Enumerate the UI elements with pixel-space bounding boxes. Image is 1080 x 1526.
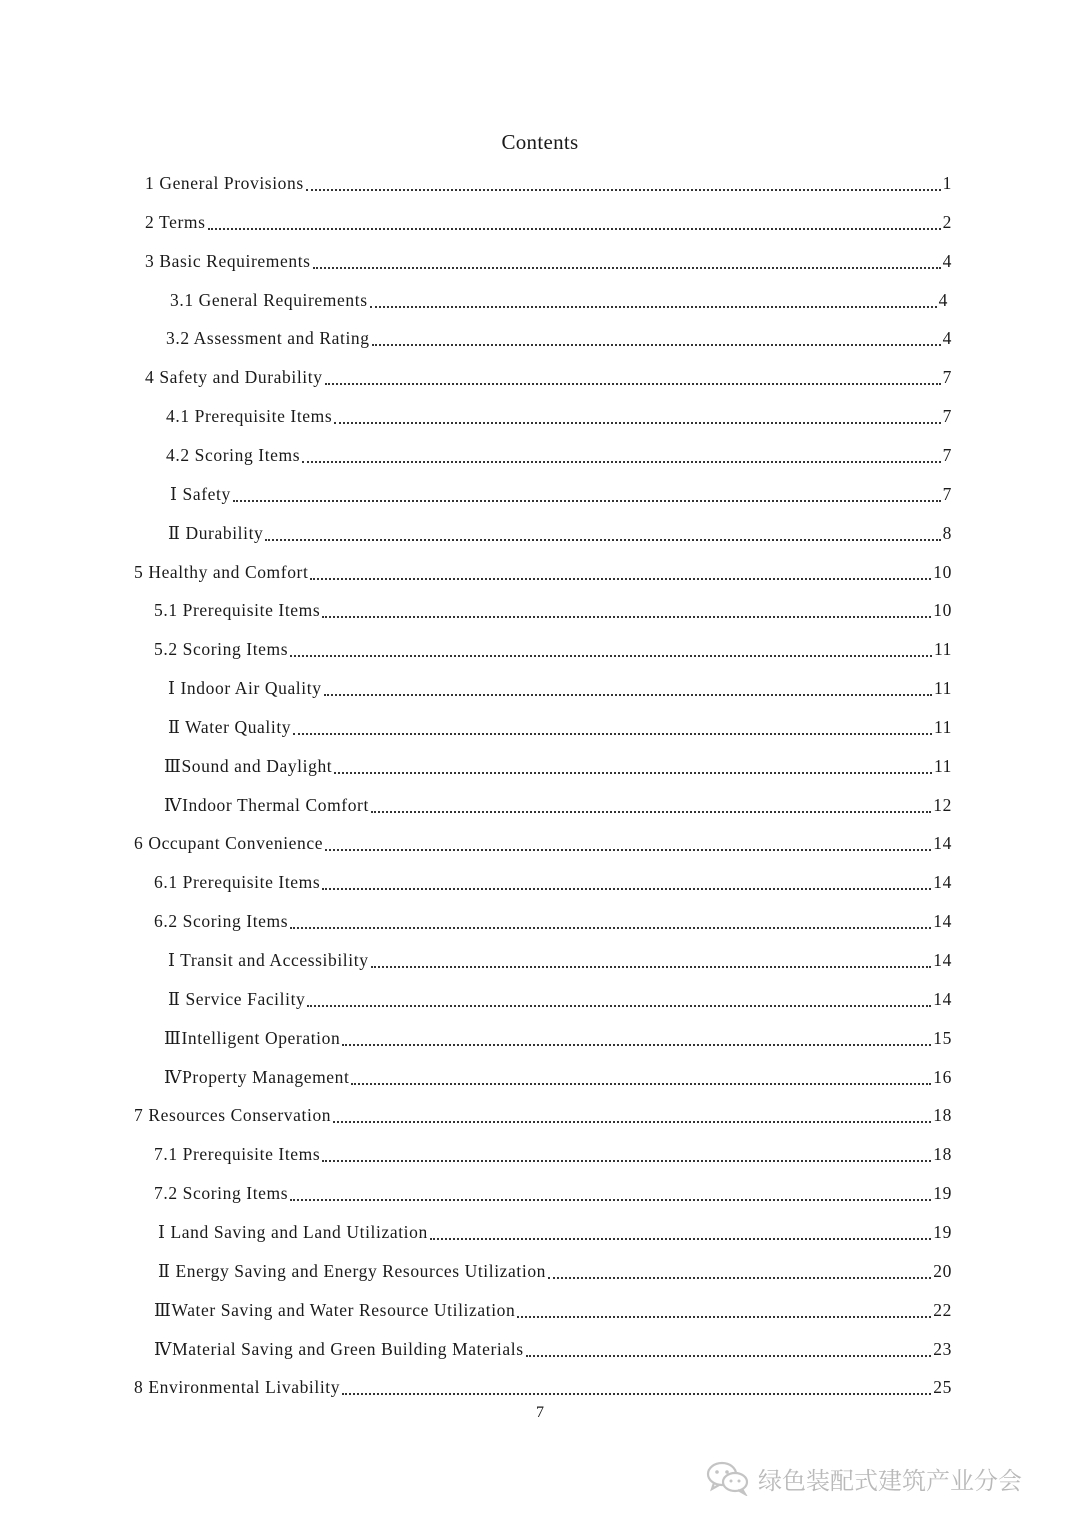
wechat-icon (706, 1460, 750, 1496)
toc-entry (154, 906, 952, 932)
toc-leader-dots (342, 1373, 931, 1395)
toc-entry-label: Ⅱ Durability (168, 522, 264, 543)
toc-leader-dots (372, 324, 941, 346)
toc-entry (168, 673, 952, 699)
toc-entry-page: 14 (933, 950, 952, 970)
toc-entry-page: 14 (933, 833, 952, 854)
toc-leader-dots (371, 791, 931, 813)
toc-entry (154, 1334, 952, 1360)
toc-entry-label: Ⅱ Service Facility (168, 988, 306, 1009)
toc-entry-page: 14 (933, 911, 952, 932)
toc-leader-dots (302, 441, 940, 463)
toc-leader-dots (307, 985, 931, 1007)
toc-leader-dots (322, 596, 931, 618)
toc-entry-page: 22 (933, 1299, 952, 1320)
toc-entry (170, 285, 948, 311)
toc-entry (154, 867, 952, 893)
toc-entry-page: 4 (942, 250, 952, 271)
toc-entry-page: 25 (933, 1377, 952, 1398)
toc-entry-page: 23 (933, 1338, 952, 1359)
toc-entry-label: 7.2 Scoring Items (154, 1183, 289, 1204)
toc-leader-dots (371, 946, 932, 968)
toc-leader-dots (306, 169, 941, 191)
toc-entry-page: 10 (933, 561, 952, 582)
toc-leader-dots (370, 286, 937, 308)
toc-entry (134, 828, 952, 854)
toc-entry-page: 11 (933, 639, 952, 660)
toc-entry (164, 790, 952, 816)
toc-entry-label: 4.1 Prerequisite Items (166, 406, 333, 427)
toc-entry-label: ⅢSound and Daylight (164, 755, 333, 776)
toc-leader-dots (290, 635, 932, 657)
toc-entry-page: 19 (933, 1183, 952, 1204)
toc-leader-dots (324, 674, 932, 696)
toc-leader-dots (325, 829, 931, 851)
toc-entry-page: 7 (942, 406, 952, 427)
toc-entry-label: 7.1 Prerequisite Items (154, 1144, 321, 1165)
toc-entry-page: 7 (942, 483, 952, 504)
toc-entry-page: 18 (933, 1105, 952, 1126)
toc-leader-dots (310, 558, 931, 580)
toc-entry-label: Ⅰ Safety (170, 483, 231, 504)
toc-leader-dots (313, 247, 941, 269)
toc-entry-label: 1 General Provisions (145, 173, 304, 193)
toc-leader-dots (334, 402, 940, 424)
toc-entry-label: Ⅰ Transit and Accessibility (168, 950, 369, 970)
toc-entry (168, 712, 952, 738)
toc-entry-label: Ⅱ Energy Saving and Energy Resources Utilization (158, 1260, 547, 1281)
toc-leader-dots (342, 1024, 931, 1046)
toc-entry-page: 15 (933, 1027, 952, 1048)
toc-leader-dots (351, 1063, 931, 1085)
watermark (706, 1458, 1022, 1498)
toc-leader-dots (293, 713, 932, 735)
toc-entry (168, 945, 952, 971)
toc-leader-dots (233, 480, 941, 502)
toc-entry-label: 6.2 Scoring Items (154, 911, 289, 932)
toc-entry (166, 323, 952, 349)
toc-entry-label: Ⅰ Land Saving and Land Utilization (158, 1221, 428, 1242)
toc-entry-page: 4 (938, 289, 948, 310)
toc-entry-label: 5 Healthy and Comfort (134, 561, 309, 582)
toc-entry-page: 11 (933, 755, 952, 776)
toc-entry-page: 16 (933, 1066, 952, 1087)
toc-entry (168, 518, 952, 544)
toc-entry-label: 4.2 Scoring Items (166, 444, 301, 465)
toc-entry-label: 7 Resources Conservation (134, 1105, 332, 1126)
toc-entry (158, 1256, 952, 1282)
toc-entry-page: 2 (942, 211, 952, 232)
toc-entry-page: 20 (933, 1260, 952, 1281)
page-title: Contents (501, 130, 579, 154)
toc-entry-page: 10 (933, 600, 952, 621)
toc-entry-page: 19 (933, 1221, 952, 1242)
toc-entry (166, 440, 952, 466)
toc-entry (134, 1372, 952, 1398)
toc-entry-label: 4 Safety and Durability (145, 367, 323, 388)
toc-entry-label: 2 Terms (145, 211, 206, 232)
toc-leader-dots (526, 1335, 932, 1357)
toc-entry-label: 5.2 Scoring Items (154, 639, 289, 660)
toc-entry-page: 11 (933, 678, 952, 699)
toc-entry-page: 7 (942, 367, 952, 388)
toc-entry (145, 362, 952, 388)
toc-leader-dots (290, 907, 931, 929)
toc-entry-label: 3.2 Assessment and Rating (166, 328, 370, 349)
toc-entry-label: ⅣIndoor Thermal Comfort (164, 794, 369, 815)
toc-entry (145, 168, 952, 194)
toc-entry (154, 595, 952, 621)
watermark-text: 绿色装配式建筑产业分会 (758, 1466, 1022, 1495)
toc-entry-label: ⅢIntelligent Operation (164, 1027, 341, 1048)
toc-entry-label: 8 Environmental Livability (134, 1377, 341, 1398)
toc-leader-dots (208, 208, 941, 230)
toc-entry-label: 6.1 Prerequisite Items (154, 872, 321, 893)
toc-entry-label: 3 Basic Requirements (145, 250, 311, 271)
toc-entry (134, 1100, 952, 1126)
page-number: 7 (536, 1404, 544, 1421)
toc-entry-page: 7 (942, 444, 952, 465)
toc-entry (166, 401, 952, 427)
toc-entry-label: 6 Occupant Convenience (134, 833, 324, 854)
toc-entry-page: 18 (933, 1144, 952, 1165)
toc-entry (154, 1295, 952, 1321)
toc-leader-dots (430, 1218, 931, 1240)
toc-entry (145, 207, 952, 233)
toc-entry (164, 1023, 952, 1049)
toc-entry-label: ⅣProperty Management (164, 1066, 350, 1087)
toc-leader-dots (265, 519, 940, 541)
toc-entry (154, 634, 952, 660)
toc-entry-page: 8 (942, 522, 952, 543)
toc-entry-page: 4 (942, 328, 952, 349)
toc-entry (168, 984, 952, 1010)
toc-entry-label: Ⅰ Indoor Air Quality (168, 678, 322, 699)
toc-entry (154, 1178, 952, 1204)
toc-entry (145, 246, 952, 272)
toc-entry-label: 3.1 General Requirements (170, 289, 368, 310)
toc-entry-page: 12 (933, 794, 952, 815)
toc-leader-dots (322, 1140, 931, 1162)
toc-entry-page: 14 (933, 988, 952, 1009)
toc-entry-label: 5.1 Prerequisite Items (154, 600, 321, 621)
toc-entry-page: 14 (933, 872, 952, 893)
toc-entry (164, 751, 952, 777)
toc-leader-dots (548, 1257, 931, 1279)
toc-entry-label: ⅣMaterial Saving and Green Building Materials (154, 1338, 524, 1359)
toc-leader-dots (325, 363, 941, 385)
toc-entry-label: Ⅱ Water Quality (168, 716, 292, 737)
toc-entry-label: ⅢWater Saving and Water Resource Utilization (154, 1299, 516, 1320)
toc-leader-dots (333, 1101, 931, 1123)
toc-entry (158, 1217, 952, 1243)
toc-leader-dots (322, 868, 931, 890)
toc-entry (170, 479, 952, 505)
toc-entry-page: 1 (942, 173, 952, 193)
toc-leader-dots (290, 1179, 931, 1201)
toc-entry-page: 11 (933, 716, 952, 737)
toc-entry (154, 1139, 952, 1165)
toc-entry (134, 557, 952, 583)
toc-leader-dots (517, 1296, 931, 1318)
toc-entry (164, 1062, 952, 1088)
toc-leader-dots (334, 752, 932, 774)
